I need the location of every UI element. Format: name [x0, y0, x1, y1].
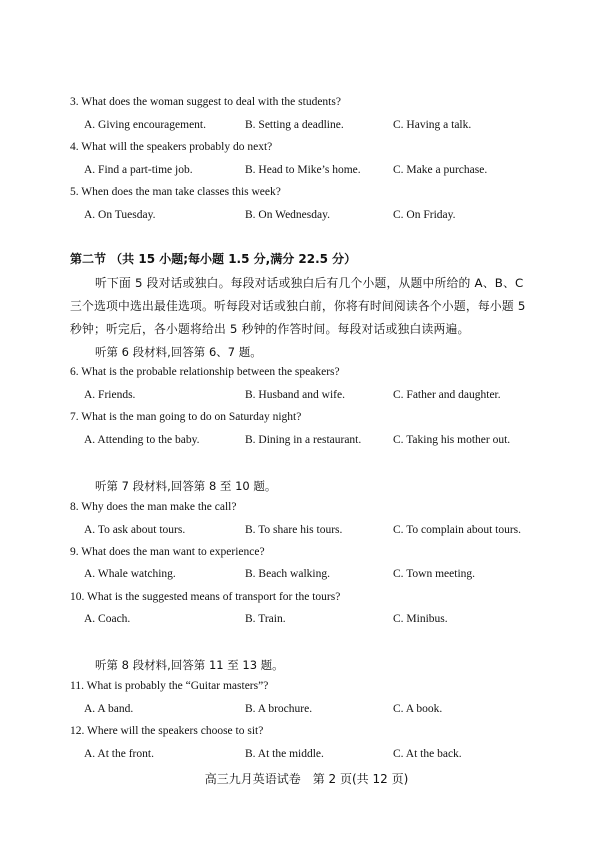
- option-b: B. Beach walking.: [245, 568, 330, 580]
- listening-group-label: 听第 7 段材料,回答第 8 至 10 题。: [95, 479, 277, 493]
- option-c: C. A book.: [393, 703, 443, 715]
- instruction-line: 三个选项中选出最佳选项。听每段对话或独白前，你将有时间阅读各个小题，每小题 5: [70, 299, 526, 313]
- option-b: B. Setting a deadline.: [245, 119, 344, 131]
- question-stem: 11. What is probably the “Guitar masters”?: [70, 680, 269, 692]
- option-a: A. Coach.: [84, 613, 131, 625]
- option-c: C. Minibus.: [393, 613, 448, 625]
- section-heading: 第二节 （共 15 小题;每小题 1.5 分,满分 22.5 分）: [70, 252, 357, 266]
- option-b: B. To share his tours.: [245, 524, 343, 536]
- option-c: C. To complain about tours.: [393, 524, 522, 536]
- question-stem: 7. What is the man going to do on Saturday night?: [70, 411, 302, 423]
- option-a: A. Find a part-time job.: [84, 164, 193, 176]
- option-c: C. Make a purchase.: [393, 164, 488, 176]
- option-a: A. To ask about tours.: [84, 524, 186, 536]
- option-a: A. A band.: [84, 703, 134, 715]
- option-a: A. Friends.: [84, 389, 136, 401]
- option-b: B. On Wednesday.: [245, 209, 330, 221]
- question-stem: 12. Where will the speakers choose to sit?: [70, 725, 264, 737]
- question-stem: 8. Why does the man make the call?: [70, 501, 237, 513]
- option-c: C. At the back.: [393, 748, 462, 760]
- question-stem: 5. When does the man take classes this week?: [70, 186, 281, 198]
- option-c: C. On Friday.: [393, 209, 456, 221]
- question-stem: 9. What does the man want to experience?: [70, 546, 265, 558]
- option-a: A. At the front.: [84, 748, 154, 760]
- listening-group-label: 听第 8 段材料,回答第 11 至 13 题。: [95, 658, 284, 672]
- question-stem: 6. What is the probable relationship between the speakers?: [70, 366, 340, 378]
- option-b: B. Husband and wife.: [245, 389, 345, 401]
- option-c: C. Father and daughter.: [393, 389, 501, 401]
- option-a: A. Whale watching.: [84, 568, 176, 580]
- listening-group-label: 听第 6 段材料,回答第 6、7 题。: [95, 345, 262, 359]
- option-a: A. Attending to the baby.: [84, 434, 200, 446]
- option-c: C. Having a talk.: [393, 119, 472, 131]
- option-b: B. Head to Mike’s home.: [245, 164, 361, 176]
- option-c: C. Town meeting.: [393, 568, 476, 580]
- option-b: B. Dining in a restaurant.: [245, 434, 362, 446]
- question-stem: 4. What will the speakers probably do next?: [70, 141, 273, 153]
- option-a: A. On Tuesday.: [84, 209, 156, 221]
- option-b: B. At the middle.: [245, 748, 324, 760]
- instruction-line: 听下面 5 段对话或独白。每段对话或独白后有几个小题，从题中所给的 A、B、C: [95, 276, 524, 290]
- option-b: B. A brochure.: [245, 703, 313, 715]
- question-stem: 3. What does the woman suggest to deal with the students?: [70, 96, 341, 108]
- option-a: A. Giving encouragement.: [84, 119, 206, 131]
- option-c: C. Taking his mother out.: [393, 434, 511, 446]
- option-b: B. Train.: [245, 613, 286, 625]
- page-footer: 高三九月英语试卷 第 2 页(共 12 页): [204, 772, 409, 786]
- question-stem: 10. What is the suggested means of transport for the tours?: [70, 591, 341, 603]
- instruction-line: 秒钟；听完后，各小题将给出 5 秒钟的作答时间。每段对话或独白读两遍。: [70, 322, 470, 336]
